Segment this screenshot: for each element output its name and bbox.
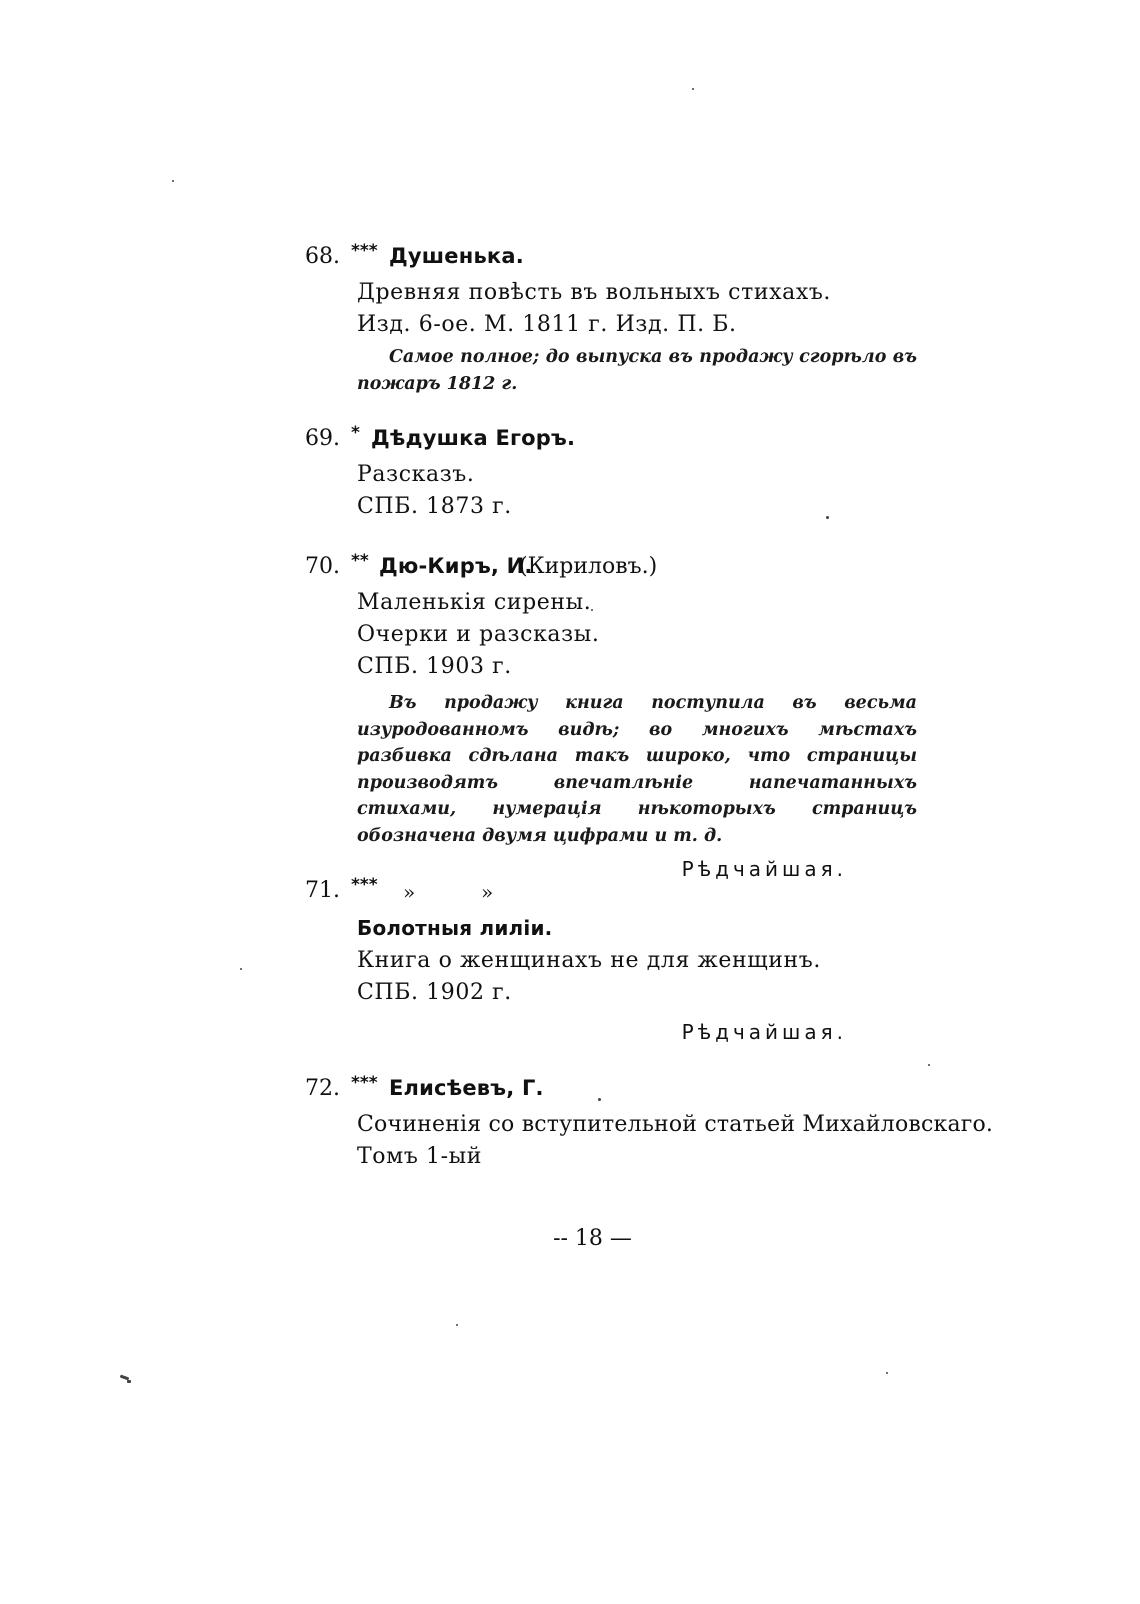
rarity-label: Рѣдчайшая. — [681, 1020, 847, 1044]
entry-line: Маленькія сирены. — [357, 590, 592, 615]
catalog-entry-70 — [305, 551, 945, 889]
entry-line: Томъ 1-ый — [357, 1144, 483, 1169]
catalog-entry-68 — [305, 241, 945, 397]
scan-speck — [692, 88, 694, 90]
entry-heading — [305, 241, 945, 280]
entry-pseudonym: (Кириловъ.) — [519, 554, 658, 579]
entry-line: СПБ. 1902 г. — [357, 980, 512, 1005]
rarity-stars: *** — [351, 875, 378, 895]
scan-speck — [928, 1064, 930, 1066]
entry-heading — [305, 551, 945, 590]
entry-title: Душенька. — [389, 244, 524, 268]
scan-speck — [591, 609, 593, 611]
rarity-label: Рѣдчайшая. — [681, 857, 847, 881]
rarity-stars: *** — [351, 241, 378, 261]
entry-heading — [305, 423, 945, 462]
entry-title: Дѣдушка Егоръ. — [371, 426, 576, 450]
scan-speck — [456, 1324, 458, 1326]
scan-mark — [127, 1380, 131, 1383]
rarity-stars: ** — [351, 551, 369, 571]
catalog-entry-72 — [305, 1073, 994, 1176]
entry-line: Изд. 6-ое. М. 1811 г. Изд. П. Б. — [357, 312, 737, 337]
entry-line: Сочиненія со вступительной статьей Михайловскаго. — [357, 1112, 994, 1137]
entry-number: 69. — [305, 426, 340, 451]
entry-line: Разсказъ. — [357, 462, 475, 487]
entry-line: СПБ. 1903 г. — [357, 654, 512, 679]
entry-heading — [305, 1073, 945, 1112]
entry-line: Очерки и разсказы. — [357, 622, 600, 647]
entry-line: Книга о женщинахъ не для женщинъ. — [357, 948, 821, 973]
catalog-entry-69 — [305, 423, 945, 526]
catalog-entry-71 — [305, 875, 945, 1052]
entry-title: Дю-Киръ, И. — [379, 554, 533, 578]
entry-number: 70. — [305, 554, 340, 579]
entry-line: Древняя повѣсть въ вольныхъ стихахъ. — [357, 280, 832, 305]
scan-speck — [598, 1098, 601, 1101]
entry-number: 72. — [305, 1076, 340, 1101]
entry-number: 68. — [305, 244, 340, 269]
entry-note: Самое полное; до выпуска въ продажу сгорѣло въ пожаръ 1812 г. — [357, 347, 917, 394]
rarity-stars: *** — [351, 1073, 378, 1093]
entry-line: СПБ. 1873 г. — [357, 494, 512, 519]
scan-speck — [172, 180, 174, 182]
ditto-mark: » — [481, 880, 494, 904]
scan-speck — [826, 516, 829, 519]
entry-heading — [305, 875, 945, 914]
scan-speck — [240, 968, 242, 970]
ditto-mark: » — [403, 880, 416, 904]
page-number: -- 18 — — [553, 1226, 632, 1251]
entry-note: Въ продажу книга поступила въ весьма изуродованномъ видѣ; во многихъ мѣстахъ разбивка сдѣлана такъ широко, что страницы производятъ впечатлѣніе напечатанныхъ стихами, нумерація нѣкоторыхъ страницъ обозначена двумя цифрами и т. д. — [357, 693, 917, 846]
scan-speck — [886, 1372, 888, 1374]
rarity-stars: * — [351, 423, 360, 443]
entry-title: Елисѣевъ, Г. — [389, 1076, 544, 1100]
entry-title: Болотныя лиліи. — [357, 916, 553, 940]
entry-number: 71. — [305, 878, 340, 903]
